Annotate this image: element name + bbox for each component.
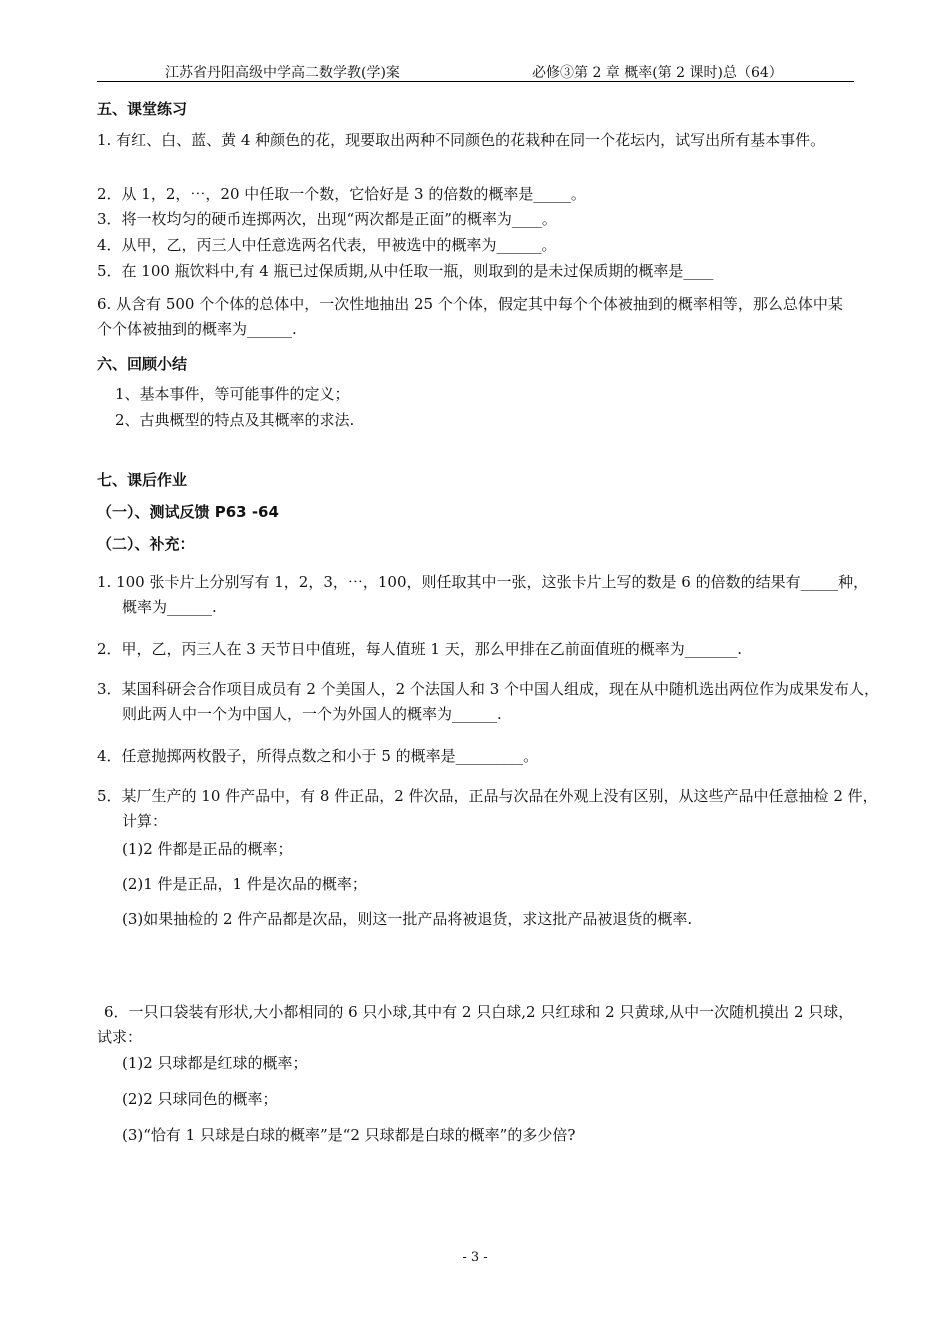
homework-q3: 3．某国科研会合作项目成员有 2 个美国人，2 个法国人和 3 个中国人组成，现在从中随机选出两位作为成果发布人，则此两人中一个为中国人，一个为外国人的概率为______. <box>97 680 880 723</box>
homework-sub1: （一）、测试反馈 P63 -64 <box>97 503 279 521</box>
homework-sub2: （二）、补充： <box>97 535 195 553</box>
exercise-item-2: 2．从 1，2，⋯，20 中任取一个数，它恰好是 3 的倍数的概率是_____。 <box>97 185 586 203</box>
homework-q6-part2: (2)2 只球同色的概率； <box>122 1090 278 1108</box>
exercise-item-4: 4．从甲，乙，丙三人中任意选两名代表，甲被选中的概率为______。 <box>97 236 557 254</box>
exercise-item-3: 3．将一枚均匀的硬币连掷两次，出现“两次都是正面”的概率为____。 <box>97 210 557 228</box>
summary-item-1: 1、基本事件，等可能事件的定义； <box>115 385 350 403</box>
section6-title: 六、回顾小结 <box>97 355 188 373</box>
section7-title: 七、课后作业 <box>97 471 188 489</box>
exercise-item-5: 5．在 100 瓶饮料中,有 4 瓶已过保质期,从中任取一瓶，则取到的是未过保质期的概率是____ <box>97 262 714 280</box>
homework-q5-part3: (3)如果抽检的 2 件产品都是次品，则这一批产品将被退货，求这批产品被退货的概率. <box>122 910 693 928</box>
exercise-item-1: 1. 有红、白、蓝、黄 4 种颜色的花，现要取出两种不同颜色的花栽种在同一个花坛内，试写出所有基本事件。 <box>97 131 826 149</box>
header-chapter-title: 必修③第 2 章 概率(第 2 课时)总（64） <box>532 65 783 81</box>
homework-q4: 4．任意抛掷两枚骰子，所得点数之和小于 5 的概率是_________。 <box>97 747 539 765</box>
exercise-item-6: 6. 从含有 500 个个体的总体中，一次性地抽出 25 个个体，假定其中每个个体被抽到的概率相等，那么总体中某个个体被抽到的概率为______. <box>97 295 843 338</box>
page-header <box>97 61 854 82</box>
homework-q6: 6．一只口袋装有形状,大小都相同的 6 只小球,其中有 2 只白球,2 只红球和 2 只黄球,从中一次随机摸出 2 只球，试求： <box>97 1003 854 1046</box>
homework-q5-part1: (1)2 件都是正品的概率； <box>122 840 293 858</box>
homework-q5: 5．某厂生产的 10 件产品中，有 8 件正品，2 件次品，正品与次品在外观上没有区别，从这些产品中任意抽检 2 件，计算： <box>97 787 878 830</box>
homework-q6-part3: (3)“恰有 1 只球是白球的概率”是“2 只球都是白球的概率”的多少倍? <box>122 1126 576 1144</box>
section5-title: 五、课堂练习 <box>97 100 188 118</box>
summary-item-2: 2、古典概型的特点及其概率的求法. <box>115 411 355 429</box>
homework-q2: 2．甲，乙，丙三人在 3 天节日中值班，每人值班 1 天，那么甲排在乙前面值班的概率为_______. <box>97 640 742 658</box>
homework-q5-part2: (2)1 件是正品，1 件是次品的概率； <box>122 875 367 893</box>
homework-q6-part1: (1)2 只球都是红球的概率； <box>122 1054 308 1072</box>
page-number: - 3 - <box>462 1250 488 1265</box>
header-school-title: 江苏省丹阳高级中学高二数学教(学)案 <box>165 65 400 81</box>
homework-q1: 1. 100 张卡片上分别写有 1，2，3，⋯，100，则任取其中一张，这张卡片上写的数是 6 的倍数的结果有_____种，概率为______. <box>97 573 869 616</box>
